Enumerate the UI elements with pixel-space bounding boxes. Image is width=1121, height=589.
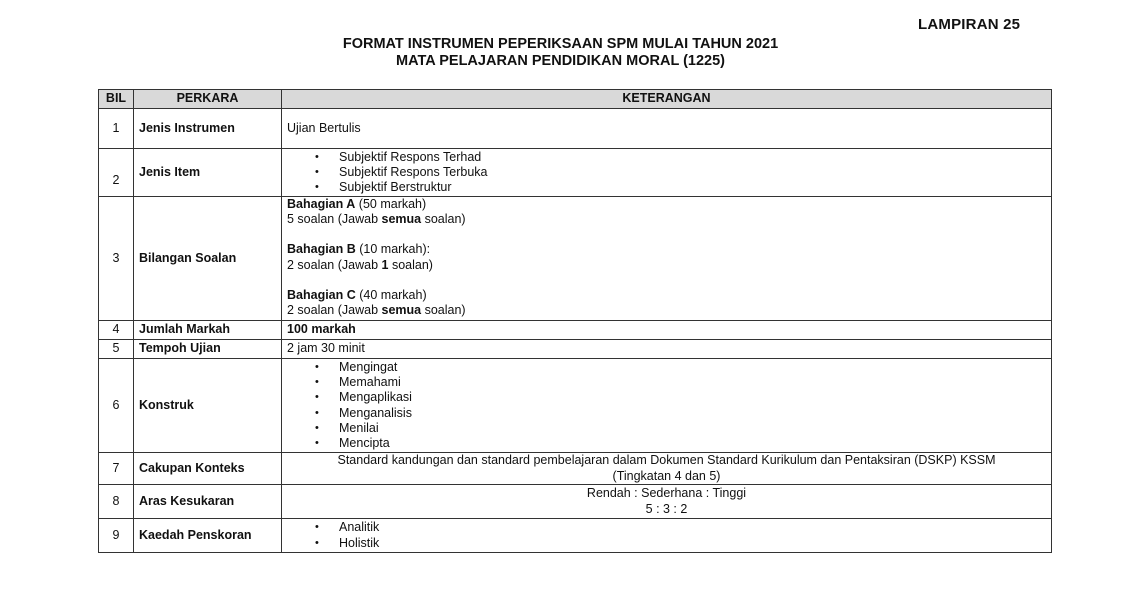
row-number: 1 bbox=[99, 109, 134, 149]
bahagian-b bbox=[287, 242, 1046, 272]
row-number: 2 bbox=[99, 149, 134, 197]
bahagian-b-marks: (10 markah): bbox=[355, 242, 431, 257]
row-number: 3 bbox=[99, 197, 134, 321]
row-perkara: Jenis Instrumen bbox=[134, 109, 282, 149]
row-perkara: Jumlah Markah bbox=[134, 321, 282, 340]
row-keterangan: Ujian Bertulis bbox=[282, 109, 1052, 149]
bullet-list bbox=[287, 150, 1046, 196]
bahagian-a bbox=[287, 197, 1046, 227]
row-perkara: Konstruk bbox=[134, 359, 282, 453]
list-item: • Menganalisis bbox=[315, 406, 1046, 421]
bullet-list bbox=[287, 360, 1046, 451]
table-row bbox=[99, 519, 1052, 553]
row-perkara: Jenis Item bbox=[134, 149, 282, 197]
format-table bbox=[98, 89, 1052, 553]
list-item: • Memahami bbox=[315, 375, 1046, 390]
row-keterangan bbox=[282, 485, 1052, 519]
table-row bbox=[99, 359, 1052, 453]
lampiran-label: LAMPIRAN 25 bbox=[918, 16, 1021, 33]
bahagian-c-questions-end: soalan) bbox=[421, 303, 466, 318]
list-item: • Mengingat bbox=[315, 360, 1046, 375]
table-header-row bbox=[99, 90, 1052, 109]
table-row bbox=[99, 109, 1052, 149]
column-header-perkara: PERKARA bbox=[134, 90, 282, 109]
table-row bbox=[99, 485, 1052, 519]
bahagian-b-questions: 2 soalan (Jawab bbox=[287, 257, 382, 272]
document-title bbox=[0, 36, 1121, 70]
bahagian-c-questions: 2 soalan (Jawab bbox=[287, 303, 382, 318]
bahagian-c-emphasis: semua bbox=[381, 303, 422, 318]
row-number: 6 bbox=[99, 359, 134, 453]
bahagian-a-emphasis: semua bbox=[381, 212, 422, 227]
title-line-1: FORMAT INSTRUMEN PEPERIKSAAN SPM MULAI TAHUN 2021 bbox=[342, 36, 779, 52]
list-item: • Analitik bbox=[315, 520, 1046, 535]
bahagian-a-marks: (50 markah) bbox=[355, 197, 427, 211]
row-number: 4 bbox=[99, 321, 134, 340]
aras-line-1: Rendah : Sederhana : Tinggi bbox=[586, 486, 747, 501]
bahagian-a-label: Bahagian A bbox=[287, 197, 356, 211]
list-item: • Mengaplikasi bbox=[315, 390, 1046, 405]
row-perkara: Tempoh Ujian bbox=[134, 340, 282, 359]
list-item: • Menilai bbox=[315, 421, 1046, 436]
list-item: • Subjektif Respons Terhad bbox=[315, 150, 1046, 165]
row-keterangan: 2 jam 30 minit bbox=[282, 340, 1052, 359]
table-row bbox=[99, 197, 1052, 321]
row-keterangan bbox=[282, 453, 1052, 485]
list-item: • Holistik bbox=[315, 536, 1046, 551]
table-row bbox=[99, 321, 1052, 340]
table-row bbox=[99, 149, 1052, 197]
bahagian-b-label: Bahagian B bbox=[287, 242, 356, 257]
table-row bbox=[99, 453, 1052, 485]
row-number: 7 bbox=[99, 453, 134, 485]
bullet-list bbox=[287, 520, 1046, 550]
row-keterangan bbox=[282, 149, 1052, 197]
bahagian-c bbox=[287, 288, 1046, 318]
column-header-keterangan: KETERANGAN bbox=[282, 90, 1052, 109]
row-perkara: Kaedah Penskoran bbox=[134, 519, 282, 553]
row-perkara: Aras Kesukaran bbox=[134, 485, 282, 519]
aras-ratio: 5 : 3 : 2 bbox=[645, 501, 688, 516]
bahagian-a-questions: 5 soalan (Jawab bbox=[287, 212, 382, 227]
row-keterangan bbox=[282, 197, 1052, 321]
row-number: 5 bbox=[99, 340, 134, 359]
cakupan-line-2: (Tingkatan 4 dan 5) bbox=[612, 468, 721, 483]
row-number: 9 bbox=[99, 519, 134, 553]
row-keterangan bbox=[282, 519, 1052, 553]
row-perkara: Cakupan Konteks bbox=[134, 453, 282, 485]
row-keterangan bbox=[282, 359, 1052, 453]
row-perkara: Bilangan Soalan bbox=[134, 197, 282, 321]
bahagian-b-questions-end: soalan) bbox=[388, 257, 433, 272]
list-item: • Subjektif Respons Terbuka bbox=[315, 165, 1046, 180]
list-item: • Mencipta bbox=[315, 436, 1046, 451]
row-number: 8 bbox=[99, 485, 134, 519]
bahagian-a-questions-end: soalan) bbox=[421, 212, 466, 227]
cakupan-line-1: Standard kandungan dan standard pembelajaran dalam Dokumen Standard Kurikulum dan Pentaksiran (DSKP) KSSM bbox=[337, 453, 996, 468]
column-header-bil: BIL bbox=[99, 90, 134, 109]
title-line-2: MATA PELAJARAN PENDIDIKAN MORAL (1225) bbox=[396, 53, 725, 69]
row-keterangan: 100 markah bbox=[282, 321, 1052, 340]
bahagian-c-label: Bahagian C bbox=[287, 287, 356, 302]
bahagian-c-marks: (40 markah) bbox=[355, 287, 427, 302]
bahagian-b-emphasis: 1 bbox=[381, 257, 389, 272]
table-row bbox=[99, 340, 1052, 359]
list-item: • Subjektif Berstruktur bbox=[315, 180, 1046, 195]
